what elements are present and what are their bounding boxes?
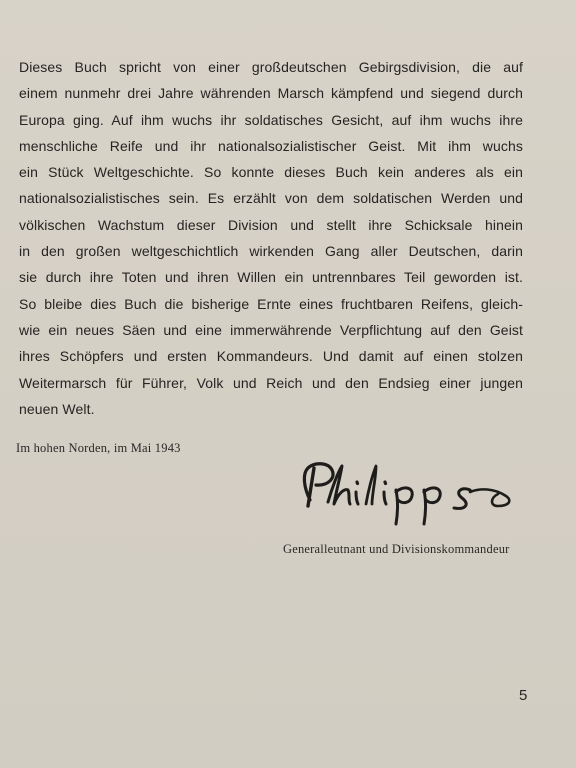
- body-paragraph: [19, 54, 523, 422]
- text-line: völkischen Wachstum dieser Division und stellt ihre Schicksale hinein: [19, 216, 523, 233]
- text-line: in den großen weltgeschichtlich wirkenden Gang aller Deutschen, darin: [19, 243, 523, 260]
- text-line: einem nunmehr drei Jahre währenden Marsch kämpfend und siegend durch: [19, 85, 523, 102]
- page-number: 5: [519, 687, 528, 704]
- signer-title: Generalleutnant und Divisionskommandeur: [283, 542, 510, 556]
- text-line: So bleibe dies Buch die bisherige Ernte eines fruchtbaren Reifens, gleich-: [19, 295, 523, 312]
- text-line: nationalsozialistisches sein. Es erzählt von dem soldatischen Werden und: [19, 190, 523, 207]
- signature-image: [294, 458, 520, 528]
- text-line: ein Stück Weltgeschichte. So konnte dieses Buch kein anderes als ein: [19, 164, 523, 181]
- text-line: sie durch ihre Toten und ihren Willen ein untrennbares Teil geworden ist.: [19, 269, 523, 286]
- text-line: ihres Schöpfers und ersten Kommandeurs. Und damit auf einen stolzen: [19, 348, 523, 365]
- text-line: Europa ging. Auf ihm wuchs ihr soldatisches Gesicht, auf ihm wuchs ihre: [19, 111, 523, 128]
- text-line: menschliche Reife und ihr nationalsozialistischer Geist. Mit ihm wuchs: [19, 137, 523, 154]
- dateline: Im hohen Norden, im Mai 1943: [16, 441, 181, 455]
- text-line: wie ein neues Säen und eine immerwährende Verpflichtung auf den Geist: [19, 321, 523, 338]
- text-line: Dieses Buch spricht von einer großdeutschen Gebirgsdivision, die auf: [19, 59, 523, 75]
- text-line: Weitermarsch für Führer, Volk und Reich und den Endsieg einer jungen: [19, 374, 523, 391]
- handwritten-signature: [294, 458, 520, 528]
- text-line: neuen Welt.: [19, 400, 95, 417]
